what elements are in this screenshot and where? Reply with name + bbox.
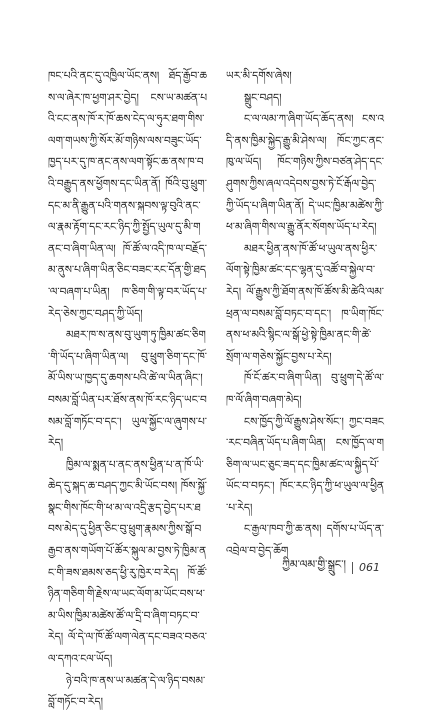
paragraph: ཁང་པའི་ནང་དུ་འཁྱིལ་ཡོང་ནས། ཐོད་རྒྱོབ་ཆས་ལ་ཞེར་ཁ་ཕྱག་ཤར་བྱེད། ངས་ཡ་མཚན་པའི་ངང་ནས་ཁོ་ར་ཁོ་ཆས་ངེད་ལ་ཧུར་ཐག་གིས་ལག་གཡས་ཀྱི་སོར་མོ་གཉིས་ལས་བཟུང་ཡོད་ཁྱད་པར་དུ་ཁ་ནང་ནས་ལག་སྟོང་ཆ་ནས་ཁ་བའི་བརྒྱུད་ནས་ཕྱོགས་དང་ཡིན་ནོ། ཁོའི་བུ་ཕྲུག་དང་མ་ནི་རྒྱུན་པའི་གནས་སྐབས་ལྟ་བུའི་ནང་ལ་རྣམ་རྟོག་དང་རང་ཉིད་ཀྱི་སྤྱོད་ཡུལ་དུ་མི་གནང་བ་ཞིག་ཡིན་ལ། ཁོ་ཚོ་ལ་འདི་ཁ་ལ་བརྗོད་མ་ནུས་པ་ཞིག་ཡིན་ཅིང་བཟང་རང་དོན་གྱི་ཐད་ལ་བཞག་པ་ཡིན། ཁ་ཅིག་གི་ལྟ་བར་ཡོད་པ་རེད་ཅེས་ཀྱང་བཤད་ཀྱི་ཡོད། — [48, 70, 207, 320]
paragraph: མཐར་ཕྱིན་ནས་ཁོ་ཚོ་ཕ་ཡུལ་ནས་ཕྱིར་ལོག་སྟེ་ཁྱིམ་ཚང་དང་ལྷན་དུ་འཚོ་བ་སྐྱེལ་བ་རེད། ལོ་རྒྱུས་ཀྱི་ཐོག་ནས་ཁོ་ཚོས་མི་ཚེའི་ལམ་ཕྲན་ལ་བསམ་བློ་བཏང་བ་དང་། ཁ་ཡིག་ཁོང་ནས་ཕ་མའི་སྙིང་ལ་སྒོ་ཕྱེ་སྟེ་ཁྱིམ་ནང་གི་ཚེ་སྲོག་ལ་གཅེས་སྐྱོང་བྱས་པ་རེད། — [226, 242, 384, 363]
paragraph: ཁྱིམ་ལ་སྨན་པ་ནང་ནས་ཕྱིན་པ་ན་ཁོ་ཡི་ཆེད་དུ་སྐད་ཆ་བཤད་ཀྱང་མི་ཡོང་བས། ཁོས་སྐྱོ་སྣང་གིས་ཁོང་གི་ཕ་མ་ལ་འདྲི་རྩད་བྱེད་པར་ཐབས་མེད་དུ་ཕྱིན་ཅིང་བུ་ཕྲུག་རྣམས་ཀྱིས་སྒོ་བརྒྱབ་ནས་གཡོག་པོ་ཚོར་སྐུལ་མ་བྱས་ཏེ་ཁྱིམ་ནང་གི་ཟས་ཐམས་ཅད་ཕྱི་རུ་ཁྱེར་བ་རེད། ཁོ་ཚོ་ཉིན་གཅིག་གི་རྗེས་ལ་ཡང་ལོག་མ་ཡོང་བས་ཕ་མ་ཡིས་ཁྱིམ་མཚེས་ཚོ་ལ་དྲི་བ་ཞིག་བཏང་བ་རེད། ལོ་དེ་ལ་ཁོ་ཚོ་ལག་ལེན་དང་བཟའ་བཅའ་ལ་དཀའ་ངལ་ཡོད། — [48, 458, 207, 666]
page-footer — [282, 552, 380, 583]
text-column-left — [48, 66, 207, 714]
section-heading: སྒྲུང་བཤད། — [244, 91, 282, 104]
running-title: ཀྱིམ་ལམ་གྱི་སྒྲུང་། — [282, 558, 346, 571]
paragraph: ཉེ་བའི་ཁ་ནས་ཡ་མཚན་དེ་ལ་ཉིད་བསམ་བློ་གཏོང་བ་རེད། — [48, 674, 206, 709]
paragraph: ཁོ་ངོ་ཚར་བ་ཞིག་ཡིན། བུ་ཕྲུག་དེ་ཚོ་ལ་ཁ་ལོ་ཞིག་བཞག་མེད། — [226, 372, 384, 406]
page-number: 061 — [359, 561, 380, 574]
text-column-right — [226, 66, 384, 563]
paragraph: ཡར་མི་དགོས་ཞེས། — [226, 70, 292, 82]
footer-divider — [352, 562, 353, 574]
paragraph: ང་རྒྱལ་ཁབ་ཀྱི་ཆ་ནས། དགོས་པ་ཡོད་ན་འབྲེལ་བ་བྱེད་ཆོག — [226, 523, 384, 558]
paragraph: ང་ལ་ལམ་ཀ་ཞིག་ཡོད་ཆོད་ནས། ངས་འདི་ནས་ཁྱིམ་སྐྱེད་རྒྱུ་མི་ཤེས་ལ། ཁོང་ཀྱང་ནང་ཁུ་ལ་ཡོད། ཁོང་གཉིས་ཀྱིས་བཙན་ཤེད་དང་ཤུགས་ཀྱིས་ཞལ་འདེབས་བྱས་ཏེ་ངོ་རྒོལ་བྱེད་ཀྱི་ཡོད་པ་ཞིག་ཡིན་ནོ། དེ་ཡང་ཁྱིམ་མཚེས་ཀྱི་ཕ་མ་ཞིག་གིས་ལ་རྒྱུ་ནོར་སོགས་ཡོད་པ་རེད། — [226, 113, 384, 234]
paragraph: མཐར་ཁ་ས་ནས་བུ་ཡུག་ཏུ་ཁྱིམ་ཚང་ཅིག་གི་ཡོད་པ་ཞིག་ཡིན་ལ། བུ་ཕྲུག་ཅིག་དང་ཁོ་མོ་ཡིས་ཡ་ཁྱད་དུ་ཆགས་པའི་ཚེ་ལ་ཡིན་ཞིང་། བསམ་བློ་ཡིན་པར་ཐོས་ནས་ཁོ་རང་ཉིད་ཡང་བསམ་བློ་གཏོང་བ་དང་། ཡུལ་སྐྱོང་ལ་ཞུགས་པ་རེད། — [48, 329, 207, 450]
paragraph: ངས་ཁྱོད་ཀྱི་ལོ་རྒྱུས་ཤེས་སོང་། ཀྱང་བཟང་རང་བཞིན་ཡོད་པ་ཞིག་ཡིན། ངས་ཁྱོད་ལ་གཅིག་ལ་ཡང་ཅུང་ཟད་དང་ཁྱིམ་ཚང་ལ་སྐྱིད་པོ་ཡོང་བ་བཏང་། ཁོང་རང་ཉིད་ཀྱི་ཕ་ཡུལ་ལ་ཕྱིན་པ་རེད། — [226, 415, 384, 514]
